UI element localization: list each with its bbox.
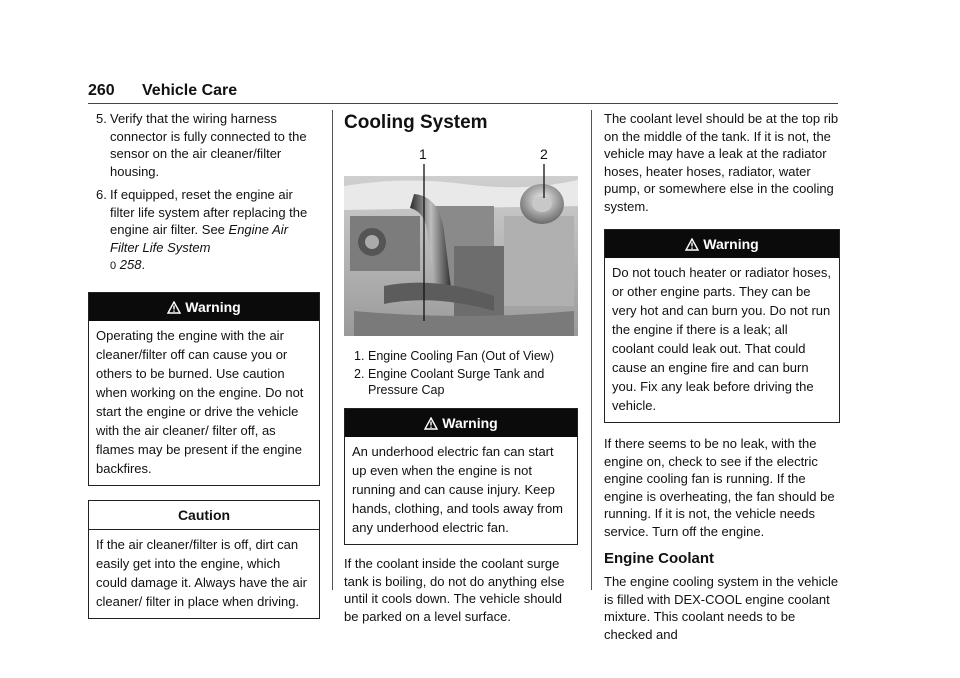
callout-number: 1. [354, 349, 365, 363]
warning-triangle-icon [685, 232, 699, 260]
header-rule [88, 103, 838, 104]
warning-body: An underhood electric fan can start up even when the engine is not running and can cause injury. Keep hands, clothing, and tools away from any underhood electric fan. [352, 444, 564, 535]
paragraph-coolant-level: The coolant level should be at the top rib on the middle of the tank. If it is not, the vehicle may have a leak at the radiator hoses, heater hoses, radiator, water pump, or somewhere else in the cooling system. [604, 111, 839, 214]
figure-callout-list [344, 348, 578, 398]
page-reference-number[interactable]: 258 [119, 257, 142, 272]
paragraph-boiling-coolant: If the coolant inside the coolant surge tank is boiling, do not do anything else until it cools down. The vehicle should be parked on a level surface. [344, 556, 565, 624]
caution-box-air-filter [88, 500, 320, 619]
callout-number: 2. [354, 367, 365, 381]
warning-title: Warning [442, 415, 498, 431]
column-left [88, 110, 320, 619]
warning-box-air-filter [88, 292, 320, 486]
warning-box-electric-fan [344, 408, 578, 545]
step-text: Verify that the wiring harness connector is fully connected to the sensor on the air cleaner/filter housing. [110, 111, 307, 179]
warning-header [89, 293, 319, 321]
warning-box-hot-hoses [604, 229, 840, 423]
warning-triangle-icon [424, 411, 438, 439]
step-6 [88, 186, 320, 276]
page-header [88, 82, 838, 104]
callout-item-2 [344, 366, 578, 398]
section-title: Vehicle Care [142, 82, 238, 99]
column-divider [591, 110, 592, 590]
caution-body: If the air cleaner/filter is off, dirt can easily get into the engine, which could damage it. Always have the air cleaner/ filter in place when driving. [96, 536, 308, 609]
column-right [604, 110, 840, 651]
figure-callout-2: 2 [540, 146, 548, 162]
column-middle [344, 110, 578, 633]
warning-title: Warning [703, 236, 759, 252]
engine-compartment-figure [344, 146, 578, 338]
section-heading-cooling-system: Cooling System [344, 112, 488, 133]
warning-title: Warning [185, 298, 241, 315]
punctuation: . [141, 257, 146, 272]
column-divider [332, 110, 333, 590]
engine-illustration [344, 146, 578, 338]
step-number: 5. [96, 111, 107, 126]
warning-header [345, 409, 577, 437]
step-number: 6. [96, 187, 107, 202]
callout-text: Engine Cooling Fan (Out of View) [368, 349, 554, 363]
cross-reference-link[interactable]: Engine Air Filter Life System [110, 222, 289, 255]
page-number: 260 [88, 82, 115, 99]
page-reference-icon: 0 [110, 260, 117, 272]
callout-text: Engine Coolant Surge Tank and Pressure Cap [368, 367, 545, 397]
warning-header [605, 230, 839, 258]
paragraph-fan-check: If there seems to be no leak, with the engine on, check to see if the electric engine cooling fan is running. If the engine is overheating, the fan should be running. If it is not, the vehicle needs service. Turn off the engine. [604, 436, 835, 539]
paragraph-engine-coolant: The engine cooling system in the vehicle is filled with DEX-COOL engine coolant mixture. This coolant needs to be checked and [604, 574, 839, 642]
step-5 [88, 110, 320, 180]
callout-item-1 [344, 348, 578, 364]
warning-body: Operating the engine with the air cleaner/filter off can cause you or others to be burned. Use caution when working on the engine. Do not start the engine or drive the vehicle with the air cleaner/ filter off, as flames may be present if the engine backfires. [96, 327, 304, 476]
figure-callout-1: 1 [419, 146, 427, 162]
warning-body: Do not touch heater or radiator hoses, or other engine parts. They can be very hot and can burn you. Do not run the engine if there is a leak; all coolant could leak out. That could cause an engine fire and can burn you. Fix any leak before driving the vehicle. [612, 265, 831, 413]
subsection-heading-engine-coolant: Engine Coolant [604, 550, 714, 567]
warning-triangle-icon [167, 295, 181, 323]
step-text: If equipped, reset the engine air filter life system after replacing the engine air filter. See [110, 187, 308, 237]
caution-header: Caution [89, 501, 319, 530]
